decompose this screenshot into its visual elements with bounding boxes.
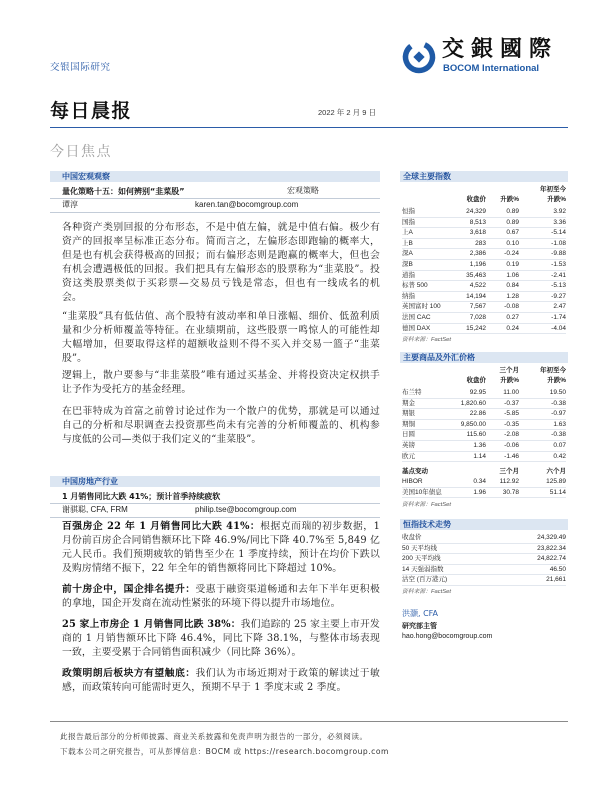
report-date: 2022 年 2 月 9 日 [318, 108, 376, 117]
logo-chinese-name: 交銀國際 [442, 37, 559, 62]
index-change: 0.19 [506, 260, 519, 268]
commodity-name: 欧元 [402, 452, 415, 460]
index-close: 3,618 [469, 229, 486, 237]
property-point-body: 我们追踪的 25 家主要上市开发商的 1 月销售额环比下降 46.4%，同比下降 38.1%，与整体市场表现一致，主要受累于合同销售面积减少（同比降 36%）。 [62, 619, 380, 658]
table-row [402, 239, 566, 250]
indices-header-top [402, 185, 566, 195]
technical-label: 200 天平均线 [402, 555, 441, 563]
commodities-header-top [402, 366, 566, 376]
index-ytd: -1.53 [551, 260, 566, 268]
technical-label: 收盘价 [402, 534, 422, 541]
index-change: -0.24 [504, 250, 519, 258]
commodities-header-3m-top: 三个月 [499, 367, 519, 374]
table-row [402, 565, 566, 576]
commodity-close: 1,820.60 [460, 399, 486, 407]
table-row [402, 302, 566, 313]
index-close: 2,386 [469, 250, 486, 258]
index-name: 恒指 [402, 208, 415, 215]
property-point-lead: 25 家上市房企 1 月销售同比跌 38%： [62, 619, 241, 630]
technical-value: 21,661 [546, 576, 566, 584]
index-ytd: -5.13 [551, 282, 566, 290]
index-ytd: 3.92 [553, 208, 566, 215]
index-name: 上A [402, 229, 413, 237]
commodity-close: 9,850.00 [460, 420, 486, 428]
property-point-lead: 政策明朗后板块方有望触底： [62, 668, 196, 679]
index-close: 7,028 [469, 313, 486, 321]
footer-divider [50, 721, 568, 722]
index-ytd: -5.14 [551, 229, 566, 237]
index-name: 国指 [402, 218, 415, 226]
logo-english-name: BOCOM International [443, 63, 540, 74]
commodity-3m-change: -0.37 [504, 399, 519, 407]
commodity-3m-change: -0.06 [504, 441, 519, 449]
indices-header-ytd-bottom: 升跌% [547, 196, 566, 203]
table-row [402, 228, 566, 239]
table-row [402, 488, 566, 499]
property-category-bar: 中国房地产行业 [50, 476, 380, 487]
index-change: 0.24 [506, 324, 519, 332]
table-row [402, 554, 566, 565]
commodity-close: 115.60 [466, 431, 486, 439]
technical-label: 14 天强弱指数 [402, 565, 444, 573]
index-change: 0.84 [506, 282, 519, 290]
index-close: 24,329 [466, 208, 486, 215]
property-point-body: 根据克而瑞的初步数据，1 月份前百房企合同销售额环比下降 46.9%/同比下降 40.7%至 5,849 亿元人民币。我们预期疲软的销售至少在 1 季度持续，预计在均价下跌以及购房情绪不振下，22 年全年的销售额将同比下降超过 10%。 [62, 521, 380, 574]
macro-paragraph: “韭菜股”具有低估值、高个股特有波动率和单日涨幅、细价、低盈利质量和少分析师覆盖等特征。在业绩期前，这些股票一鸣惊人的可能性却大幅增加，但要取得这样的超额收益则不得不买入并交易一篮子“韭菜股”。 [62, 311, 380, 364]
table-row [402, 324, 566, 335]
rates-header [402, 467, 566, 477]
technical-label: 50 天平均线 [402, 544, 438, 552]
macro-tag: 宏观策略 [287, 186, 319, 195]
commodity-ytd: -0.38 [551, 431, 566, 439]
section-title: 今日焦点 [50, 144, 112, 160]
index-change: 0.27 [506, 313, 519, 321]
commodities-source: 资料来源：FactSet [402, 502, 451, 508]
rate-3m-change: 112.92 [499, 478, 519, 486]
footer-download-note[interactable]: 下载本公司之研究报告，可从彭博信息：BOCM 或 https://research.bocomgroup.com [60, 747, 389, 756]
commodities-header-bottom [402, 376, 566, 386]
commodity-name: 日圆 [402, 431, 415, 439]
indices-title-bar: 全球主要指数 [400, 171, 568, 182]
property-point-lead: 前十房企中，国企排名提升： [62, 584, 196, 595]
index-ytd: 3.36 [553, 218, 566, 226]
macro-author-email[interactable]: karen.tan@bocomgroup.com [195, 200, 299, 209]
technical-value: 46.50 [549, 565, 566, 573]
index-ytd: 2.47 [553, 303, 566, 311]
macro-category-bar: 中国宏观观察 [50, 171, 380, 182]
indices-header-bottom [402, 195, 566, 205]
rates-header-label: 基点变动 [402, 468, 428, 476]
commodity-close: 92.95 [469, 389, 486, 396]
index-close: 35,463 [466, 271, 486, 279]
commodities-rows [402, 388, 566, 462]
header-divider [50, 127, 568, 128]
macro-author-divider [50, 212, 380, 213]
commodities-header-3m-bottom: 升跌% [500, 377, 519, 384]
rate-6m-change: 51.14 [549, 488, 566, 496]
index-close: 7,567 [469, 303, 486, 311]
commodity-3m-change: -5.85 [504, 410, 519, 418]
technicals-table [402, 533, 566, 586]
index-ytd: -9.27 [551, 292, 566, 300]
macro-paragraph: 各种资产类别回报的分布形态，不是中值左偏，就是中值右偏。极少有资产的回报率呈标准正态分布。简而言之，左偏形态即跑输的概率大，但是也有机会获得极高的回报；而右偏形态则是跑赢的概率大，但也会有机会遭遇极低的回报。我们把具有左偏形态的股票称为“韭菜股”。投资这类股票类似于买彩票—交易员亏钱是常态，但也有一线成名的机会。 [62, 222, 380, 303]
table-row [402, 544, 566, 555]
table-row [402, 292, 566, 303]
index-close: 1,196 [469, 260, 486, 268]
commodities-header-ytd-bottom: 升跌% [547, 377, 566, 384]
technicals-source: 资料来源：FactSet [402, 589, 451, 595]
rate-name: HIBOR [402, 478, 423, 486]
page-title: 每日晨报 [50, 100, 133, 122]
commodities-title-bar: 主要商品及外汇价格 [400, 352, 568, 363]
indices-source: 资料来源：FactSet [402, 337, 451, 343]
index-ytd: -1.08 [551, 239, 566, 247]
index-ytd: -4.04 [551, 324, 566, 332]
footer-disclaimer: 此报告最后部分的分析师披露、商业关系披露和免责声明为报告的一部分，必须阅读。 [60, 732, 368, 741]
index-name: 纳指 [402, 292, 415, 300]
table-row [402, 399, 566, 410]
index-change: 0.89 [506, 208, 519, 215]
index-ytd: -9.88 [551, 250, 566, 258]
commodities-header-close: 收盘价 [466, 377, 486, 384]
commodity-ytd: 1.63 [553, 420, 566, 428]
table-row [402, 409, 566, 420]
commodity-name: 期银 [402, 410, 415, 418]
property-author-email[interactable]: philip.tse@bocomgroup.com [195, 505, 297, 514]
table-row [402, 452, 566, 463]
indices-header-change: 升跌% [500, 196, 519, 203]
indices-table [402, 185, 566, 334]
index-ytd: -2.41 [551, 271, 566, 279]
rate-close: 1.96 [473, 488, 486, 496]
technicals-title-bar: 恒指技术走势 [400, 519, 568, 530]
commodity-name: 布兰特 [402, 389, 422, 396]
index-close: 283 [475, 239, 486, 247]
property-point-body: 我们认为市场近期对于政策的解读过于敏感，而政策转向可能需时更久，预期不早于 1 季度末或 2 季度。 [62, 668, 380, 693]
index-name: 深B [402, 260, 413, 268]
table-row [402, 218, 566, 229]
index-close: 4,522 [469, 282, 486, 290]
macro-author: 谭淳 [62, 200, 78, 209]
index-change: 0.67 [506, 229, 519, 237]
commodity-ytd: 19.50 [549, 389, 566, 396]
property-point-lead: 百强房企 22 年 1 月销售同比大跌 41%： [62, 521, 261, 532]
table-row [402, 249, 566, 260]
commodity-close: 1.36 [473, 441, 486, 449]
analyst-title: 研究部主管 [402, 622, 437, 630]
property-point [62, 520, 380, 576]
commodity-3m-change: -2.08 [504, 431, 519, 439]
property-point [62, 667, 380, 695]
index-name: 法国 CAC [402, 313, 431, 321]
property-headline: 1 月销售同比大跌 41%；预计首季持续疲软 [62, 492, 221, 501]
property-author: 谢骐聪, CFA, FRM [62, 505, 128, 514]
rate-close: 0.34 [473, 478, 486, 486]
table-row [402, 533, 566, 544]
table-row [402, 207, 566, 218]
table-row [402, 420, 566, 431]
table-row [402, 271, 566, 282]
commodity-ytd: -0.97 [551, 410, 566, 418]
table-row [402, 388, 566, 399]
table-row [402, 441, 566, 452]
index-name: 标普 500 [402, 282, 428, 290]
property-point-body: 受惠于融资渠道畅通和去年下半年更积极的拿地，国企开发商在流动性紧张的环境下得以提升市场地位。 [62, 584, 380, 609]
bocom-logo [400, 37, 568, 77]
commodity-ytd: -0.38 [551, 399, 566, 407]
rate-3m-change: 30.78 [502, 488, 519, 496]
commodity-close: 22.86 [469, 410, 486, 418]
index-change: -0.08 [504, 303, 519, 311]
rates-header-6m: 六个月 [546, 468, 566, 476]
brand-research-label: 交银国际研究 [50, 62, 111, 73]
commodities-table [402, 366, 566, 498]
macro-paragraph: 逻辑上，散户要参与“非韭菜股”唯有通过买基金、并将投资决定权拱手让予作为受托方的基金经理。 [62, 370, 380, 395]
commodity-ytd: 0.07 [553, 441, 566, 449]
technical-label: 沽空 (百万港元) [402, 576, 448, 584]
rate-name: 美国10年债息 [402, 488, 442, 496]
rates-header-3m: 三个月 [499, 468, 519, 476]
commodity-3m-change: -1.46 [504, 452, 519, 460]
commodity-3m-change: -0.35 [504, 420, 519, 428]
analyst-email[interactable]: hao.hong@bocomgroup.com [402, 633, 493, 640]
analyst-name: 洪灏, CFA [402, 609, 439, 618]
index-change: 1.28 [506, 292, 519, 300]
technical-value: 24,329.49 [537, 534, 566, 541]
bocom-logo-mark-icon [400, 38, 438, 76]
index-close: 15,242 [466, 324, 486, 332]
index-name: 上B [402, 239, 413, 247]
index-name: 道指 [402, 271, 415, 279]
index-close: 8,513 [469, 218, 486, 226]
index-change: 0.10 [506, 239, 519, 247]
property-point [62, 583, 380, 611]
index-close: 14,194 [466, 292, 486, 300]
technical-value: 24,822.74 [537, 555, 566, 563]
index-name: 德国 DAX [402, 324, 431, 332]
index-change: 0.89 [506, 218, 519, 226]
indices-rows [402, 207, 566, 334]
table-row [402, 430, 566, 441]
table-row [402, 477, 566, 488]
commodities-header-ytd-top: 年初至今 [540, 367, 566, 374]
commodity-3m-change: 11.00 [503, 389, 519, 396]
rate-6m-change: 125.89 [546, 478, 566, 486]
table-row [402, 260, 566, 271]
index-name: 英国富时 100 [402, 303, 441, 311]
indices-header-close: 收盘价 [466, 196, 486, 203]
rates-rows [402, 477, 566, 498]
table-row [402, 575, 566, 586]
commodity-name: 期金 [402, 399, 415, 407]
macro-headline: 量化策略十五：如何辨别“韭菜股” [62, 187, 185, 196]
property-point [62, 618, 380, 660]
commodity-name: 期铜 [402, 420, 415, 428]
technical-value: 23,822.34 [537, 544, 566, 552]
macro-paragraph: 在巴菲特成为首富之前曾讨论过作为一个散户的优势，那就是可以通过自己的分析和尽职调查去投资那些尚未有完善的分析师覆盖的、机构参与度低的公司—类似于我们定义的“韭菜股”。 [62, 406, 380, 445]
indices-header-ytd-top: 年初至今 [540, 186, 566, 193]
commodity-close: 1.14 [473, 452, 486, 460]
table-row [402, 313, 566, 324]
property-author-divider [50, 517, 380, 518]
index-change: 1.06 [506, 271, 519, 279]
index-name: 深A [402, 250, 413, 258]
table-row [402, 281, 566, 292]
index-ytd: -1.74 [551, 313, 566, 321]
commodity-ytd: 0.42 [553, 452, 566, 460]
commodity-name: 英镑 [402, 441, 415, 449]
